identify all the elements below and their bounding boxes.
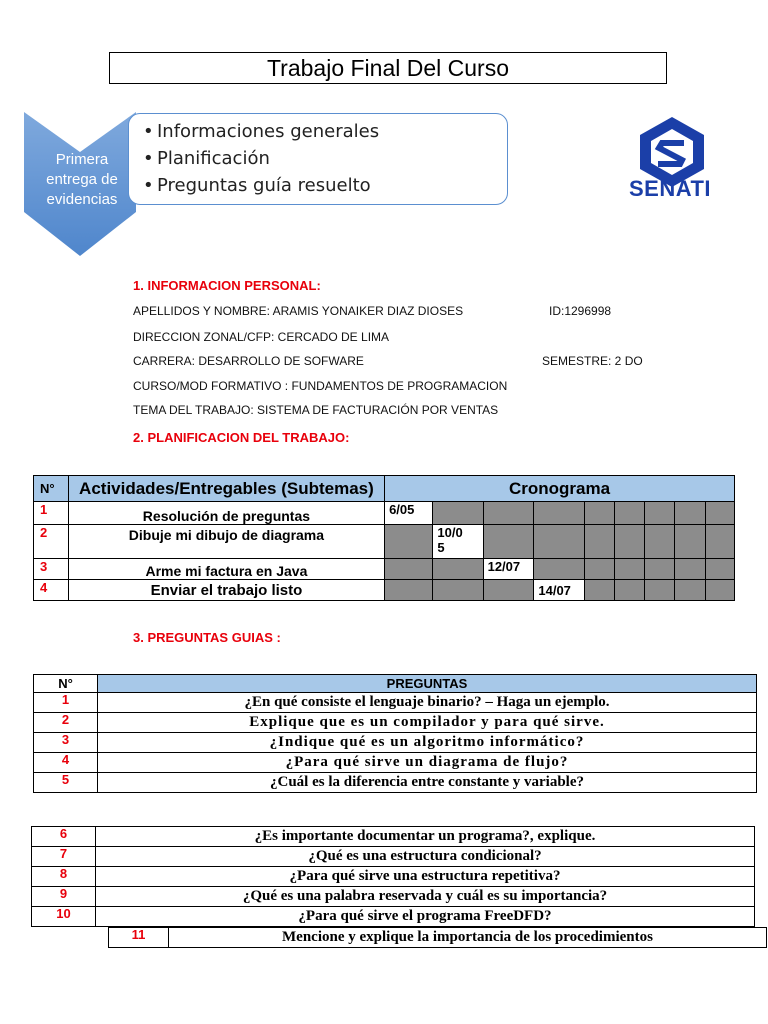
question-num: 8 [32,867,96,887]
page-title: Trabajo Final Del Curso [109,52,667,84]
table-row [32,827,755,847]
section-questions: 3. PREGUNTAS GUIAS : [133,630,281,645]
row-date: 12/07 [483,559,534,580]
table-row [32,887,755,907]
section-personal-info: 1. INFORMACION PERSONAL: [133,278,321,293]
table-row [34,693,757,713]
question-num: 9 [32,887,96,907]
question-text: ¿Para qué sirve un diagrama de flujo? [98,753,757,773]
question-num: 1 [34,693,98,713]
question-num: 7 [32,847,96,867]
row-num: 1 [34,502,69,525]
table-row [32,847,755,867]
bullet-item: • Preguntas guía resuelto [143,175,371,196]
questions-table-3 [108,927,767,948]
table-header-row [34,675,757,693]
row-num: 4 [34,580,69,601]
question-num: 3 [34,733,98,753]
table-row [34,580,735,601]
question-text: ¿Qué es una estructura condicional? [96,847,755,867]
question-num: 2 [34,713,98,733]
question-text: ¿En qué consiste el lenguaje binario? – Haga un ejemplo. [98,693,757,713]
table-row [32,867,755,887]
col-activity: Actividades/Entregables (Subtemas) [68,476,384,502]
info-id: ID:1296998 [549,304,612,318]
col-num: N° [34,476,69,502]
info-topic: TEMA DEL TRABAJO: SISTEMA DE FACTURACIÓN POR VENTAS [133,403,499,417]
row-activity: Arme mi factura en Java [68,559,384,580]
section-planning: 2. PLANIFICACION DEL TRABAJO: [133,430,350,445]
table-header-row [34,476,735,502]
col-num: N° [34,675,98,693]
question-num: 4 [34,753,98,773]
row-activity: Dibuje mi dibujo de diagrama [68,525,384,559]
bullet-item: • Planificación [143,148,270,169]
evidence-bullets-box [128,113,508,205]
info-semester: SEMESTRE: 2 DO [542,354,643,368]
question-text: ¿Indique qué es un algoritmo informático? [98,733,757,753]
question-num: 6 [32,827,96,847]
table-row [34,713,757,733]
table-row [34,773,757,793]
questions-table-1 [33,674,757,793]
table-row [34,733,757,753]
question-text: ¿Es importante documentar un programa?, explique. [96,827,755,847]
question-num: 5 [34,773,98,793]
info-course: CURSO/MOD FORMATIVO : FUNDAMENTOS DE PROGRAMACION [133,379,508,393]
table-row [34,753,757,773]
col-schedule: Cronograma [385,476,735,502]
row-date: 6/05 [385,502,433,525]
question-num: 10 [32,907,96,927]
row-activity: Enviar el trabajo listo [68,580,384,601]
table-row [32,907,755,927]
question-text: ¿Para qué sirve el programa FreeDFD? [96,907,755,927]
row-num: 2 [34,525,69,559]
col-question: PREGUNTAS [98,675,757,693]
row-num: 3 [34,559,69,580]
table-row [34,525,735,559]
planning-table [33,475,735,601]
info-name: APELLIDOS Y NOMBRE: ARAMIS YONAIKER DIAZ DIOSES [133,304,464,318]
info-zonal: DIRECCION ZONAL/CFP: CERCADO DE LIMA [133,330,390,344]
questions-table-2 [31,826,755,927]
question-text: ¿Qué es una palabra reservada y cuál es su importancia? [96,887,755,907]
table-row [34,502,735,525]
senati-logo-text: SENATI [628,176,712,201]
table-row [34,559,735,580]
question-text: Explique que es un compilador y para qué sirve. [98,713,757,733]
row-activity: Resolución de preguntas [68,502,384,525]
question-text: ¿Para qué sirve una estructura repetitiva? [96,867,755,887]
question-text: ¿Cuál es la diferencia entre constante y variable? [98,773,757,793]
question-text: Mencione y explique la importancia de los procedimientos [169,928,767,948]
table-row [109,928,767,948]
info-career: CARRERA: DESARROLLO DE SOFWARE [133,354,364,368]
evidence-label: Primera entrega de evidencias [46,151,118,208]
bullet-item: • Informaciones generales [143,121,380,142]
row-date: 14/07 [534,580,585,601]
question-num: 11 [109,928,169,948]
row-date: 10/0 5 [433,525,483,559]
